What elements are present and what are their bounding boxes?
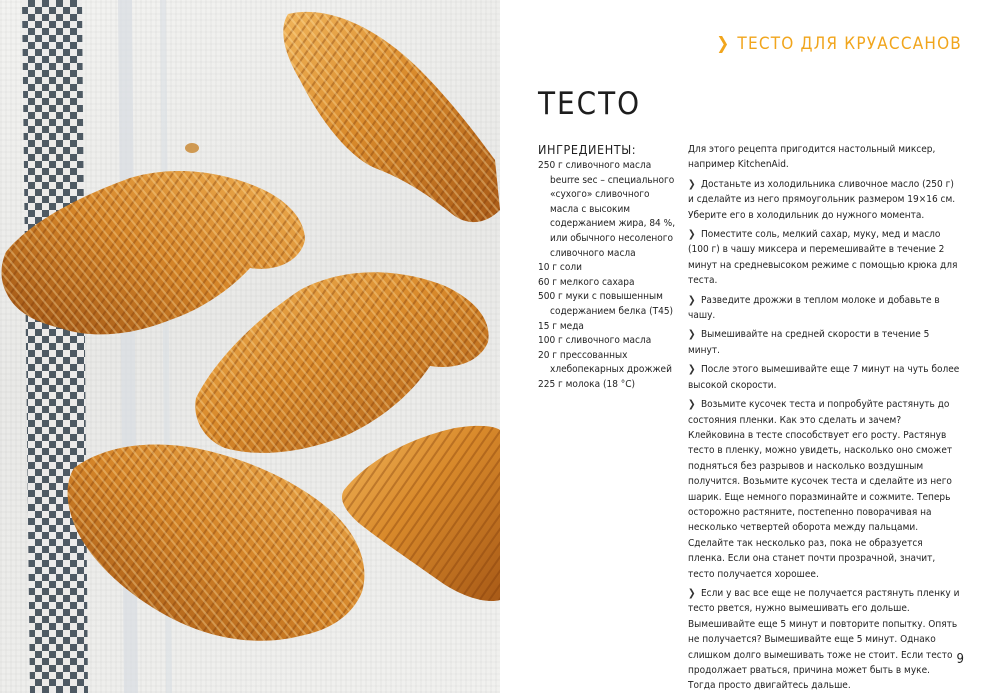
chevron-right-icon: ❯ — [688, 178, 696, 190]
ingredients-heading: ИНГРЕДИЕНТЫ: — [538, 142, 637, 157]
step-text: Достаньте из холодильника сливочное масло (250 г) и сделайте из него прямоугольник размером 19×16 см. Уберите его в холодильник до нужного момента. — [688, 178, 956, 221]
ingredient-item: 225 г молока (18 °С) — [538, 378, 636, 390]
page-title: ТЕСТО — [538, 86, 642, 122]
ingredient-item: 60 г мелкого сахара — [538, 276, 635, 288]
ingredients-list — [538, 142, 678, 393]
step-text: Если у вас все еще не получается растянуть пленку и тесто рвется, нужно вымешивать его дольше. Вымешивайте еще 5 минут и повторите попытку. Опять не получается? Вымешивайте еще 5 минут. Однако слишком долго вымешивать тоже не стоит. Если тесто продолжает рваться, причина может быть в муке. Тогда просто двигайтесь дальше. — [688, 587, 960, 692]
step-text: После этого вымешивайте еще 7 минут на чуть более высокой скорости. — [688, 364, 960, 391]
ingredient-item: 100 г сливочного масла — [538, 335, 652, 347]
crumb — [185, 143, 199, 153]
instruction-step — [688, 327, 960, 358]
ingredient-item: 250 г сливочного масла beurre sec – специального «сухого» сливочного масла с высоким содержанием жира, 84 %, или обычного несоленого сливочного масла — [538, 160, 676, 259]
step-text: Вымешивайте на средней скорости в течение 5 минут. — [688, 329, 930, 356]
step-text: Поместите соль, мелкий сахар, муку, мед и масло (100 г) в чашу миксера и перемешивайте в течение 2 минут на средневысоком режиме с помощью крюка для теста. — [688, 229, 958, 287]
chevron-right-icon: ❯ — [688, 587, 696, 599]
croissant-bottom-left — [68, 444, 365, 640]
instruction-step — [688, 362, 960, 393]
recipe-instructions — [688, 142, 960, 698]
instruction-step — [688, 177, 960, 223]
chevron-right-icon: ❯ — [688, 399, 696, 411]
chevron-right-icon: ❯ — [688, 294, 696, 306]
croissant-bottom-right — [342, 426, 500, 601]
croissants-photo-illustration — [0, 0, 500, 693]
recipe-page — [500, 0, 1000, 693]
ingredient-item: 500 г муки с повышенным содержанием белка (Т45) — [538, 291, 674, 317]
running-head — [716, 34, 962, 54]
chevron-right-icon: ❯ — [716, 34, 731, 54]
ingredient-item: 20 г прессованных хлебопекарных дрожжей — [538, 349, 672, 376]
running-head-text: ТЕСТО ДЛЯ КРУАССАНОВ — [737, 34, 962, 54]
chevron-right-icon: ❯ — [688, 364, 696, 376]
step-text: Разведите дрожжи в теплом молоке и добавьте в чашу. — [688, 294, 940, 322]
chevron-right-icon: ❯ — [688, 329, 696, 341]
ingredient-item: 10 г соли — [538, 262, 582, 274]
instruction-step — [688, 586, 960, 694]
instruction-step — [688, 397, 960, 582]
croissant-top-right — [283, 12, 500, 222]
ingredient-item: 15 г меда — [538, 320, 584, 332]
step-text: Возьмите кусочек теста и попробуйте растянуть до состояния пленки. Как это сделать и зачем? Клейковина в тесте способствует его росту. Растянув тесто в пленку, можно увидеть, насколько оно сможет подняться без разрывов и насколько воздушным получится. Возьмите кусочек теста и сделайте из него шарик. Еще немного поразминайте и сожмите. Теперь осторожно растяните, постепенно поворачивая на несколько четвертей оборота между пальцами. Сделайте так несколько раз, пока не образуется пленка. Если она станет почти прозрачной, значит, тесто получается хорошее. — [688, 399, 953, 580]
page-number: 9 — [956, 652, 964, 667]
chevron-right-icon: ❯ — [688, 229, 696, 241]
croissant-center — [195, 272, 488, 453]
croissants-photo — [0, 0, 500, 693]
instruction-step — [688, 293, 960, 324]
instruction-step — [688, 227, 960, 289]
intro-paragraph: Для этого рецепта пригодится настольный миксер, например KitchenAid. — [688, 144, 936, 171]
